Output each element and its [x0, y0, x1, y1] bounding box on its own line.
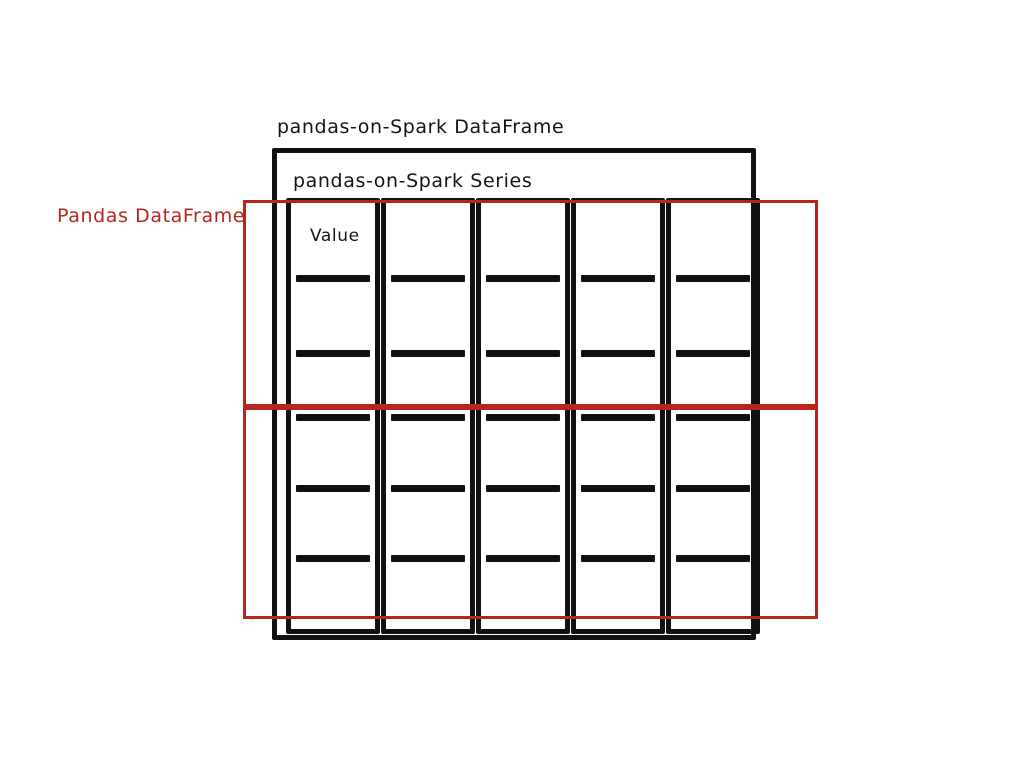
pandas-on-spark-dataframe-label: pandas-on-Spark DataFrame [277, 116, 565, 138]
pandas-dataframe-partition-bottom [243, 407, 818, 619]
pandas-on-spark-series-label: pandas-on-Spark Series [293, 170, 533, 192]
value-label: Value [310, 226, 360, 246]
pandas-dataframe-label: Pandas DataFrame [57, 205, 246, 227]
